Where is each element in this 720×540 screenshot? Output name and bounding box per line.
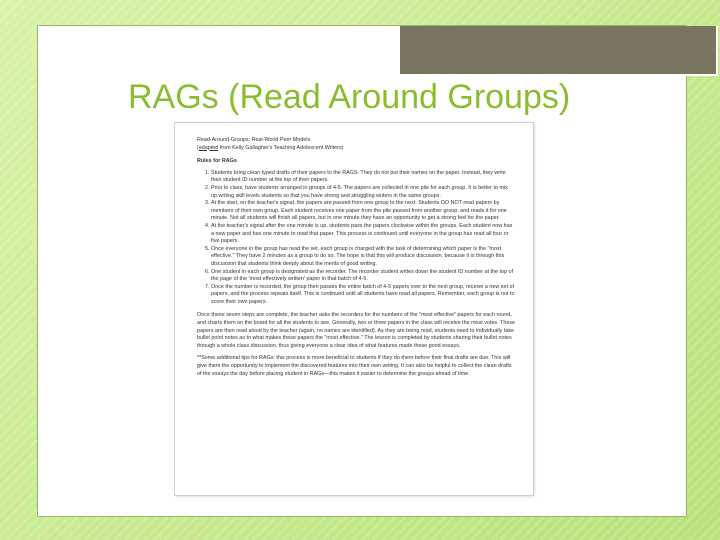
rule-item: 6. One student in each group is designated as the recorder. The recorder student writes down the student ID number at the top of the page of the 'most effectively written' paper in that batch of 4-5. <box>211 269 515 284</box>
doc-source-text: from Kelly Gallagher's Teaching Adolescent Writers) <box>218 144 344 151</box>
tips-note: **Some additional tips for RAGs: this process is more beneficial to students if they do them before their final drafts are due. This will give them the opportunity to implement the discovered features into their own writing. It can also be helpful to collect the clean drafts of the essays the day before placing student in RAGs—this makes it easier to determine the groups ahead of time. <box>197 355 512 377</box>
rule-item: 4. At the teacher's signal after the one minute is up, students pass the papers clockwise within the groups. Each student now has a new paper and has one minute to read that paper. This process is continued until everyone in the group has read all four or five papers. <box>211 223 515 246</box>
rule-item: 5. Once everyone in the group has read the set, each group is charged with the task of determining which paper is the "most effective." They have 2 minutes as a group to do so. The hope is that this will produce discussion, because it is through this discussion that students think deeply about the merits of good writing. <box>211 246 515 269</box>
header-tab <box>398 26 718 76</box>
rule-item: 3. At the start, on the teacher's signal, the papers are passed from one group to the next. Students DO NOT read papers by members of their own group. Each student receives one paper from the pile passed from another group, and reads it for one minute. Not all students will finish all papers, but in one minute they have an opportunity to get a strong feel for the paper. <box>211 200 515 223</box>
slide-title: RAGs (Read Around Groups) <box>128 78 571 116</box>
doc-adapted: adapted <box>198 144 219 151</box>
rule-item: 2. Prior to class, have students arranged in groups of 4-5. The papers are collected in one pile for each group. It is better to mix up writing skill levels students so that you have strong and struggling writers in the same groups. <box>211 185 515 200</box>
doc-source: (adapted from Kelly Gallagher's Teaching Adolescent Writers) <box>197 144 344 151</box>
rule-item: 7. Once the number is recorded, the group then passes the entire batch of 4-5 papers over to the next group, receive a new set of papers, and the process repeats itself. This is continued until all students have read all papers. Remember, each group is not to score their own papers. <box>211 284 515 307</box>
summary-paragraph: Once these seven steps are complete, the teacher asks the recorders for the numbers of the "most effective" papers for each round, and charts them on the board for all the students to see. Generally, two or three papers in the class will receive the most votes. These papers are then read aloud by the teacher (again, no names are identified). As they are being read, students need to individually take bullet point notes as to what makes these papers the "most effective." The lesson is completed by students sharing their bullet notes through a whole class discussion, thus giving everyone a clear idea of what features made these good essays. <box>197 312 516 349</box>
rules-list <box>197 170 515 307</box>
rule-item: 1. Students bring clean typed drafts of their papers to the RAGS. They do not put their names on the paper. Instead, they write their student ID number at the top of their papers. <box>211 170 515 185</box>
document-image <box>175 123 533 495</box>
rules-title: Rules for RAGs <box>197 158 237 165</box>
doc-heading: Read-Around-Groups: Real-World Peer Models <box>197 137 311 143</box>
